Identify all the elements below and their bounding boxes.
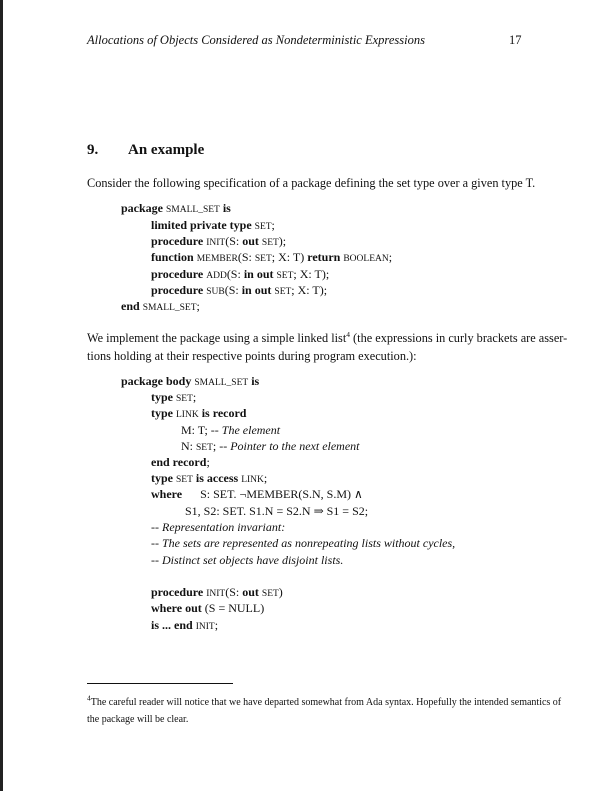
footnote-line2: the package will be clear. <box>87 714 189 725</box>
code-token: type <box>151 471 176 485</box>
code-token: -- <box>151 553 162 567</box>
code-token: MEMBER <box>196 254 238 264</box>
code-token: ; X: T); <box>291 283 328 297</box>
code-token: is <box>219 201 231 215</box>
code-token: ) <box>278 585 283 599</box>
code-token: M: T; -- <box>181 423 222 437</box>
code-token: BOOLEAN <box>343 254 389 264</box>
code-line <box>185 504 368 518</box>
code-token: function <box>151 250 197 264</box>
code-token: (S: <box>224 283 242 297</box>
section-title: An example <box>128 142 205 158</box>
code-token: procedure <box>151 234 207 248</box>
code-token: ; X: T) <box>271 250 308 264</box>
code-token: where out <box>151 601 205 615</box>
code-token: end record <box>151 455 207 469</box>
code-token: SET <box>254 222 272 232</box>
section-number: 9. <box>87 142 99 158</box>
code-token: procedure <box>151 283 207 297</box>
code-line <box>121 201 231 217</box>
code-line <box>181 423 280 437</box>
code-token: (S: <box>225 234 243 248</box>
code-token: ADD <box>206 271 227 281</box>
code-token: in out <box>241 283 275 297</box>
code-token: The element <box>221 423 281 437</box>
section-heading <box>87 143 204 157</box>
code-token: SMALL_SET <box>194 378 249 388</box>
code-token: S1, S2: SET. S1.N = S2.N ⇒ S1 = S2; <box>185 504 369 518</box>
code-token: SMALL_SET <box>166 205 220 215</box>
code-token: return <box>307 250 344 264</box>
code-token: out <box>242 234 262 248</box>
code-token: Representation invariant: <box>162 520 286 534</box>
code-token: SUB <box>206 287 225 297</box>
code-token: S: SET. ¬MEMBER(S.N, S.M) ∧ <box>182 487 363 501</box>
code-token: LINK <box>176 410 199 420</box>
code-line <box>151 585 283 601</box>
code-token: type <box>151 406 176 420</box>
code-token: (S = NULL) <box>204 601 265 615</box>
code-line <box>121 299 200 315</box>
code-token: SMALL_SET <box>142 303 197 313</box>
code-token: SET <box>254 254 272 264</box>
code-line <box>151 455 210 469</box>
code-token: -- <box>151 520 162 534</box>
paragraph-intro: Consider the following specification of a package defining the set type over a given type T. <box>87 176 536 190</box>
code-token: (S: <box>226 267 244 281</box>
code-token: in out <box>243 267 277 281</box>
code-line <box>181 439 360 455</box>
code-token: LINK <box>241 475 264 485</box>
code-line <box>151 218 275 234</box>
paragraph-implementation-line2: tions holding at their respective points during program execution.): <box>87 349 417 363</box>
code-token: SET <box>176 394 193 404</box>
text: The careful reader will notice that we have departed somewhat from Ada syntax. Hopefully the intended semantics of <box>90 697 562 708</box>
code-token: SET <box>261 589 279 599</box>
code-line <box>151 406 246 422</box>
code-line <box>151 250 392 266</box>
code-token: SET <box>196 443 213 453</box>
code-token: INIT <box>206 589 226 599</box>
page-number: 17 <box>509 33 522 47</box>
code-token: ; <box>388 250 393 264</box>
code-token: SET <box>274 287 292 297</box>
code-line <box>151 520 285 534</box>
text: (the expressions in curly brackets are asser- <box>349 331 568 345</box>
code-token: (S: <box>225 585 243 599</box>
code-token: is ... end <box>151 618 196 632</box>
code-token: ; <box>271 218 275 232</box>
code-line <box>151 553 343 567</box>
code-line <box>151 487 363 501</box>
code-token: package body <box>121 374 195 388</box>
code-token: package <box>121 201 166 215</box>
code-token: where <box>151 487 183 501</box>
footnote-mark: 4 <box>87 693 91 703</box>
code-line <box>121 374 259 390</box>
code-token: is access <box>192 471 242 485</box>
code-token: procedure <box>151 267 207 281</box>
paragraph-implementation-line1 <box>87 331 567 345</box>
code-token: end <box>121 299 143 313</box>
code-token: INIT <box>195 622 215 632</box>
code-token: procedure <box>151 585 207 599</box>
code-token: out <box>242 585 262 599</box>
code-token: ; <box>263 471 268 485</box>
code-line <box>151 267 329 283</box>
code-line <box>151 618 218 634</box>
code-token: ; -- <box>212 439 231 453</box>
scan-edge <box>0 0 3 791</box>
code-token: ; <box>192 390 197 404</box>
code-token: (S: <box>237 250 255 264</box>
code-token: Pointer to the next element <box>230 439 360 453</box>
code-line <box>151 283 327 299</box>
code-line <box>151 471 267 487</box>
code-token: ); <box>278 234 287 248</box>
footnote-ref: 4 <box>346 329 350 339</box>
code-token: -- <box>151 536 162 550</box>
running-header: Allocations of Objects Considered as Nondeterministic Expressions <box>87 33 425 47</box>
code-token: SET <box>276 271 294 281</box>
code-line <box>151 601 264 615</box>
code-token: is record <box>198 406 247 420</box>
code-token: The sets are represented as nonrepeating lists without cycles, <box>162 536 456 550</box>
code-token: INIT <box>206 238 226 248</box>
code-token: ; <box>196 299 200 313</box>
code-token: is <box>248 374 260 388</box>
text: We implement the package using a simple linked list <box>87 331 347 345</box>
code-token: limited private type <box>151 218 255 232</box>
footnote-rule <box>87 683 233 684</box>
code-token: N: <box>181 439 196 453</box>
code-line <box>151 390 196 406</box>
code-token: ; X: T); <box>293 267 330 281</box>
code-line <box>151 536 455 550</box>
code-token: SET <box>176 475 193 485</box>
code-token: ; <box>214 618 219 632</box>
code-token: type <box>151 390 176 404</box>
footnote-line1 <box>87 693 562 710</box>
code-token: Distinct set objects have disjoint lists. <box>162 553 344 567</box>
code-line <box>151 234 286 250</box>
code-token: SET <box>261 238 279 248</box>
code-token: ; <box>206 455 210 469</box>
